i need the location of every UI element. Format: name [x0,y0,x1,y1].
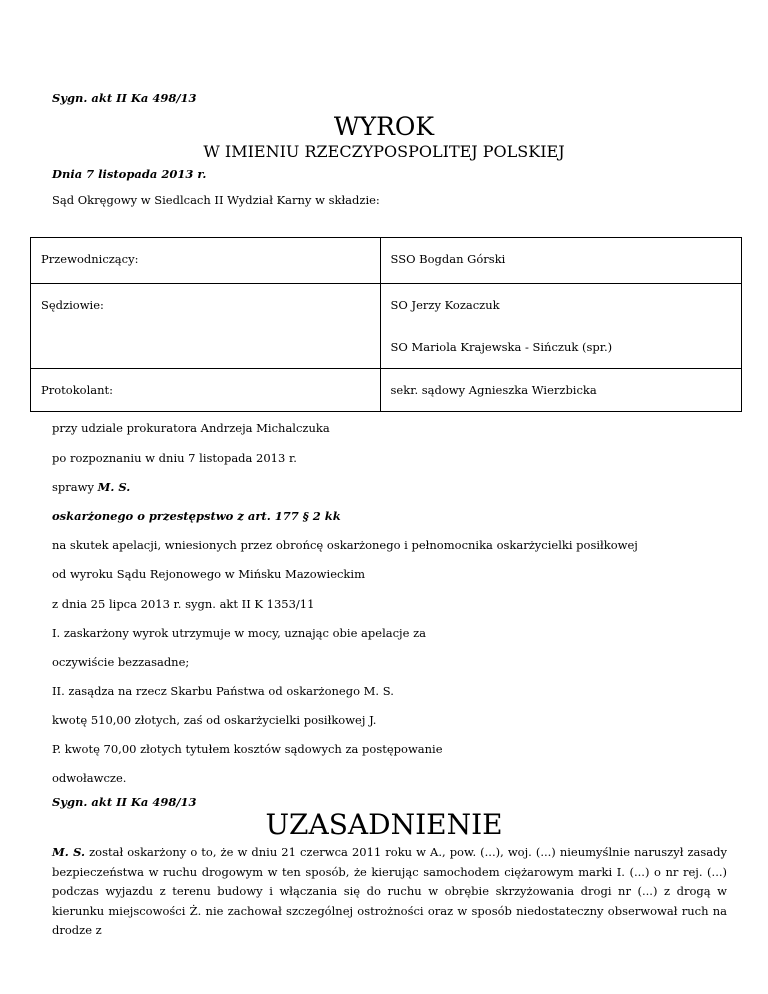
point-1-line-1: I. zaskarżony wyrok utrzymuje w mocy, uznając obie apelacje za [52,626,426,640]
appeal-line: na skutek apelacji, wniesionych przez obrońcę oskarżonego i pełnomocnika oskarżycielki posiłkowej [52,538,638,552]
justification-title: UZASADNIENIE [265,808,503,841]
chair-value-cell: SSO Bogdan Górski [380,238,741,284]
defendant-name: M. S. [97,480,131,494]
verdict-title: WYROK [333,112,435,141]
prosecutor-line: przy udziale prokuratora Andrzeja Michalczuka [52,421,330,435]
chair-label-cell: Przewodniczący: [31,238,381,284]
verdict-date: Dnia 7 listopada 2013 r. [52,167,207,181]
point-2-line-1: II. zasądza na rzecz Skarbu Państwa od oskarżonego M. S. [52,684,394,698]
table-row [31,238,742,284]
charge-line: oskarżonego o przestępstwo z art. 177 § 2 kk [52,509,341,523]
judgment-date-line: z dnia 25 lipca 2013 r. sygn. akt II K 1353/11 [52,597,315,611]
verdict-subtitle: W IMIENIU RZECZYPOSPOLITEJ POLSKIEJ [203,142,565,161]
judge-name: SO Jerzy Kozaczuk [390,298,500,312]
judge-name: SO Mariola Krajewska - Sińczuk (spr.) [390,340,613,354]
lower-court-line: od wyroku Sądu Rejonowego w Mińsku Mazowieckim [52,567,365,581]
recorder-label-cell: Protokolant: [31,369,381,412]
case-line: sprawy M. S. [52,480,131,494]
justification-case-reference: Sygn. akt II Ka 498/13 [52,795,197,809]
justification-paragraph: M. S. został oskarżony o to, że w dniu 21 czerwca 2011 roku w A., pow. (...), woj. (...) nieumyślnie naruszył zasady bezpieczeństwa w ruchu drogowym w ten sposób, że kierując samochodem ciężarowym marki I. (...) o nr rej. (...) podczas wyjazdu z terenu budowy i włączania się do ruchu w obrębie skrzyżowania drogi nr (...) z drogą w kierunku miejscowości Ż. nie zachował szczególnej ostrożności oraz w sposób niedostateczny obserwował ruch na drodze z [52,845,728,937]
defendant-name: M. S. [52,845,86,859]
table-row [31,284,742,369]
court-panel-table [30,237,742,412]
court-name: Sąd Okręgowy w Siedlcach II Wydział Karny w składzie: [52,193,380,207]
point-2-line-2: kwotę 510,00 złotych, zaś od oskarżycielki posiłkowej J. [52,713,377,727]
point-2-line-4: odwoławcze. [52,771,127,785]
hearing-line: po rozpoznaniu w dniu 7 listopada 2013 r. [52,451,297,465]
judges-value-cell [380,284,741,369]
recorder-value-cell: sekr. sądowy Agnieszka Wierzbicka [380,369,741,412]
point-1-line-2: oczywiście bezzasadne; [52,655,190,669]
point-2-line-3: P. kwotę 70,00 złotych tytułem kosztów sądowych za postępowanie [52,742,443,756]
table-row [31,369,742,412]
judges-label-cell: Sędziowie: [31,284,381,369]
case-reference: Sygn. akt II Ka 498/13 [52,91,197,105]
